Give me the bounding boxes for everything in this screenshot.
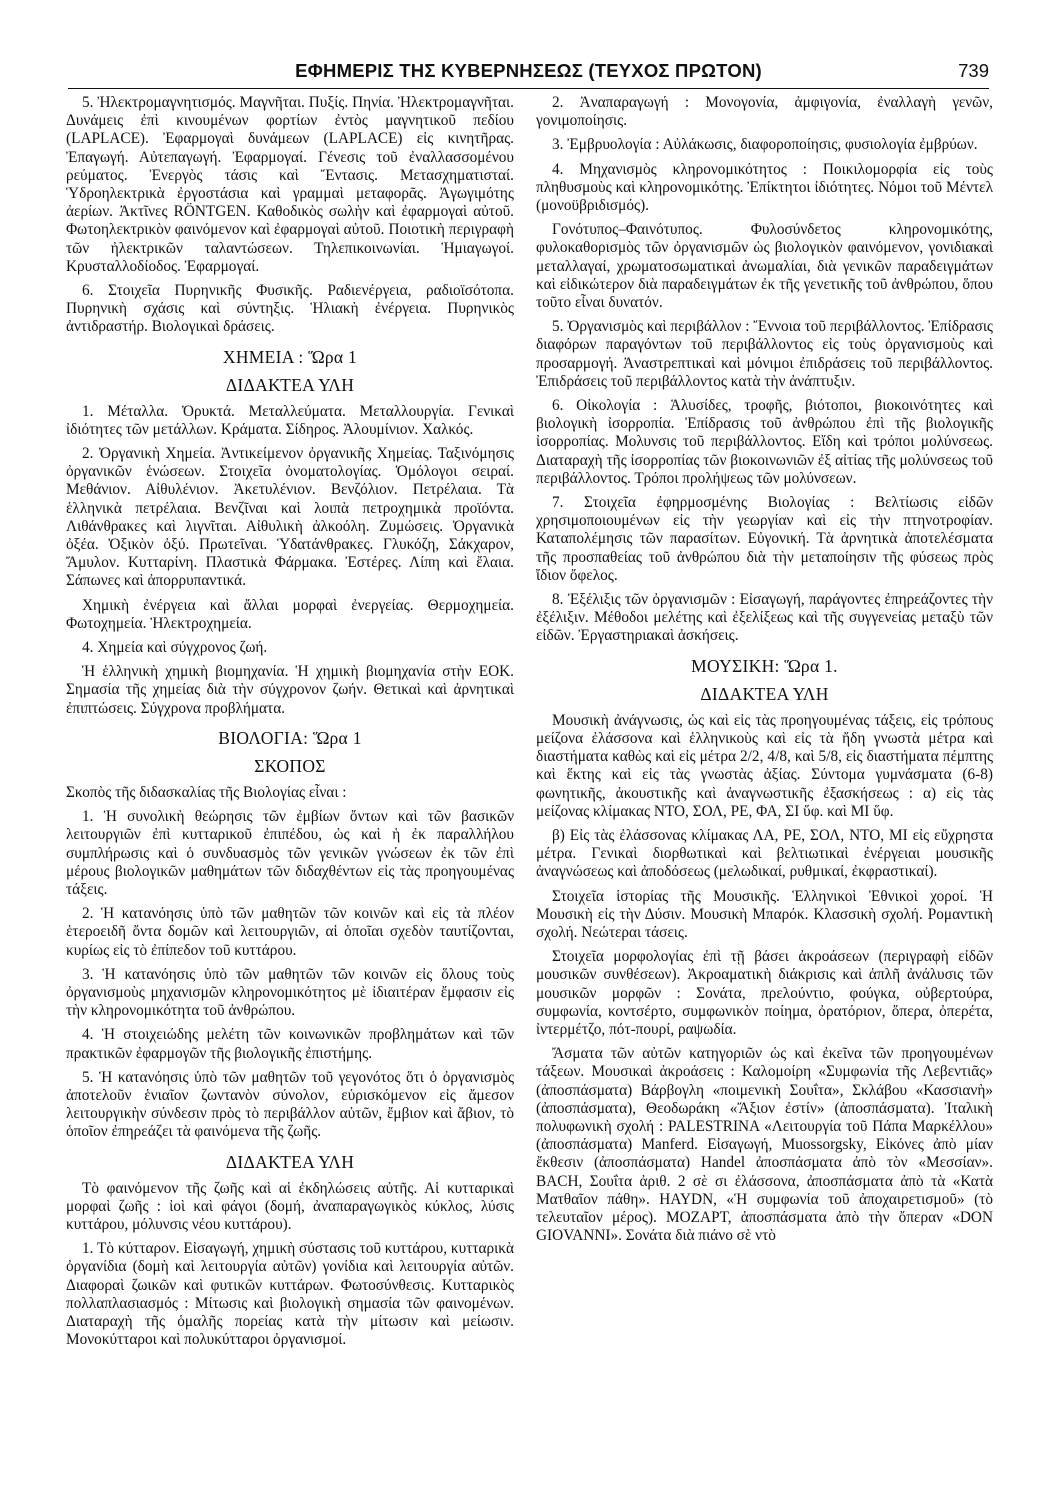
page-number: 739: [958, 60, 989, 81]
music-item-1: Μουσικὴ ἀνάγνωσις, ὡς καὶ εἰς τὰς προηγουμένας τάξεις, εἰς τρόπους μείζονα ἐλάσσονα καὶ ἑλληνικοὺς καὶ εἰς τὰ ἤδη γνωστὰ μέτρα καὶ διαστήματα καθὼς καὶ εἰς μέτρα 2/2, 4/8, καὶ 5/8, εἰς διαστήματα πέμπτης καὶ ἕκτης καὶ εἰς τὰς γνωστὰς ἀξίας. Σύντομα γυμνάσματα (6-8) φωνητικῆς, ἀκουστικῆς καὶ ἀναγνωστικῆς ἐξασκήσεως : α) εἰς τὰς μείζονας κλίμακας ΝΤΟ, ΣΟΛ, ΡΕ, ΦΑ, ΣΙ ὕφ. καὶ ΜΙ ὕφ.: [536, 711, 993, 820]
chemistry-syllabus-heading: ΔΙΔΑΚΤΕΑ ΥΛΗ: [225, 374, 355, 395]
chemistry-item-2: 2. Ὀργανικὴ Χημεία. Ἀντικείμενον ὀργανικῆς Χημείας. Ταξινόμησις ὀργανικῶν ἑνώσεων. Στοιχεῖα ὀνοματολογίας. Ὁμόλογοι σειραί. Μεθάνιον. Αἰθυλένιον. Ἀκετυλένιον. Βενζόλιον. Πετρέλαια. Τὰ ἑλληνικὰ πετρέλαια. Βενζῖναι καὶ λοιπὰ πετροχημικὰ προϊόντα. Λιθάνθρακες καὶ λιγνῖται. Αἰθυλικὴ ἀλκοόλη. Ζυμώσεις. Ὀργανικὰ ὀξέα. Ὀξικὸν ὀξύ. Πρωτεῖναι. Ὑδατάνθρακες. Γλυκόζη, Σάκχαρον, Ἄμυλον. Κυτταρίνη. Πλαστικὰ Φάρμακα. Ἐστέρες. Λίπη καὶ ἔλαια. Σάπωνες καὶ ἀπορρυπαντικά.: [66, 445, 514, 590]
biology-aim-4: 4. Ἡ στοιχειώδης μελέτη τῶν κοινωνικῶν προβλημάτων καὶ τῶν πρακτικῶν ἐφαρμογῶν τῆς βιολογικῆς ἐπιστήμης.: [66, 1026, 514, 1062]
right-column: [536, 94, 993, 1470]
music-syllabus-heading: ΔΙΔΑΚΤΕΑ ΥΛΗ: [700, 683, 829, 704]
biology-syllabus-item-5: 5. Ὀργανισμὸς καὶ περιβάλλον : Ἔννοια τοῦ περιβάλλοντος. Ἐπίδρασις διαφόρων παραγόντων τοῦ περιβάλλοντος εἰς τοὺς ὀργανισμοὺς καὶ προσαρμογή. Ἀναστρεπτικαὶ καὶ μόνιμοι ἐπιδράσεις τοῦ περιβάλλοντος. Ἐπιδράσεις τοῦ περιβάλλοντος κατὰ τὴν ἀνάπτυξιν.: [536, 318, 993, 390]
biology-syllabus-item-2: 2. Ἀναπαραγωγή : Μονογονία, ἀμφιγονία, ἐναλλαγὴ γενῶν, γονιμοποίησις.: [536, 94, 993, 130]
chemistry-item-3: Χημικὴ ἐνέργεια καὶ ἄλλαι μορφαὶ ἐνεργείας. Θερμοχημεία. Φωτοχημεία. Ἠλεκτροχημεία.: [66, 596, 514, 632]
biology-syllabus-intro: Τὸ φαινόμενον τῆς ζωῆς καὶ αἱ ἐκδηλώσεις αὐτῆς. Αἱ κυτταρικαὶ μορφαὶ ζωῆς : ἰοὶ καὶ φάγοι (δομή, ἀναπαραγωγικὸς κύκλος, λύσις κυττάρου, μόλυνσις νέου κυττάρου).: [66, 1179, 514, 1233]
biology-aim-3: 3. Ἡ κατανόησις ὑπὸ τῶν μαθητῶν τῶν κοινῶν εἰς ὅλους τοὺς ὀργανισμοὺς μηχανισμῶν κληρονομικότητος μὲ ἰδιαιτέραν ἔμφασιν εἰς τὴν κληρονομικότητα τοῦ ἀνθρώπου.: [66, 965, 514, 1020]
music-item-5: Ἄσματα τῶν αὐτῶν κατηγοριῶν ὡς καὶ ἐκεῖνα τῶν προηγουμένων τάξεων. Μουσικαὶ ἀκροάσεις : Καλομοίρη «Συμφωνία τῆς Λεβεντιᾶς» (ἀποσπάσματα) Βάρβογλη «ποιμενικὴ Σουΐτα», Σκλάβου «Κασσιανὴ» (ἀποσπάσματα), Θεοδωράκη «Ἄξιον ἐστίν» (ἀποσπάσματα). Ἰταλικὴ πολυφωνικὴ σχολή : PALESTRINA «Λειτουργία τοῦ Πάπα Μαρκέλλου» (ἀποσπάσματα) Manferd. Εἰσαγωγή, Muossorgsky, Εἰκόνες ἀπὸ μίαν ἔκθεσιν (ἀποσπάσματα) Handel ἀποσπάσματα ἀπὸ τὸν «Μεσσίαν». BACH, Σουΐτα ἀριθ. 2 σὲ σι ἐλάσσονα, ἀποσπάσματα ἀπὸ τὰ «Κατὰ Ματθαῖον πάθη». HAYDN, «Ἡ συμφωνία τοῦ ἀποχαιρετισμοῦ» (τὸ τελευταῖον μέρος). ΜΟΖΑΡΤ, ἀποσπάσματα ἀπὸ τὴν ὄπεραν «DON GIOVANNI». Σονάτα διὰ πιάνο σὲ ντὸ: [536, 1045, 993, 1245]
music-item-4: Στοιχεῖα μορφολογίας ἐπὶ τῇ βάσει ἀκροάσεων (περιγραφὴ εἰδῶν μουσικῶν συνθέσεων). Ἀκροαματικὴ διάκρισις καὶ ἁπλῆ ἀνάλυσις τῶν μουσικῶν μορφῶν : Σονάτα, πρελούντιο, φούγκα, οὐβερτούρα, συμφωνία, κοντσέρτο, συμφωνικὸν ποίημα, ὀρατόριον, ὄπερα, ὀπερέτα, ἰντερμέτζο, πότ-πουρί, ραψωδία.: [536, 948, 993, 1038]
physics-item-5: 5. Ἠλεκτρομαγνητισμός. Μαγνῆται. Πυξίς. Πηνία. Ἠλεκτρομαγνῆται. Δυνάμεις ἐπὶ κινουμένων φορτίων ἐντὸς μαγνητικοῦ πεδίου (LAPLACE). Ἐφαρμογαὶ δυνάμεων (LAPLACE) εἰς κινητῆρας. Ἐπαγωγή. Αὐτεπαγωγή. Ἐφαρμογαί. Γένεσις τοῦ ἐναλλασσομένου ρεύματος. Ἐνεργὸς τάσις καὶ Ἔντασις. Μετασχηματισταί. Ὑδροηλεκτρικὰ ἐργοστάσια καὶ γραμμαὶ μεταφορᾶς. Ἀγωγιμότης ἀερίων. Ἀκτῖνες RÖNTGEN. Καθοδικὸς σωλὴν καὶ ἐφαρμογαὶ αὐτοῦ. Φωτοηλεκτρικὸν φαινόμενον καὶ ἐφαρμογαὶ αὐτοῦ. Ποιοτικὴ περιγραφὴ τῶν ἠλεκτρικῶν ταλαντώσεων. Τηλεπικοινωνίαι. Ἡμιαγωγοί. Κρυσταλλοδίοδος. Ἐφαρμογαί.: [66, 94, 514, 275]
music-item-2: β) Εἰς τὰς ἐλάσσονας κλίμακας ΛΑ, ΡΕ, ΣΟΛ, ΝΤΟ, ΜΙ εἰς εὔχρηστα μέτρα. Γενικαὶ διορθωτικαὶ καὶ βελτιωτικαὶ ἐνέργειαι μουσικῆς ἀναγνώσεως καὶ ἀποδόσεως (μελωδικαί, ρυθμικαί, ἐκφραστικαί).: [536, 826, 993, 881]
running-head: [68, 58, 989, 89]
biology-syllabus-item-8: 8. Ἐξέλιξις τῶν ὀργανισμῶν : Εἰσαγωγή, παράγοντες ἐπηρεάζοντες τὴν ἐξέλιξιν. Μέθοδοι μελέτης καὶ ἐξελίξεως καὶ τῆς συγγενείας μεταξὺ τῶν εἰδῶν. Ἐργαστηριακαὶ ἀσκήσεις.: [536, 591, 993, 645]
physics-item-6: 6. Στοιχεῖα Πυρηνικῆς Φυσικῆς. Ραδιενέργεια, ραδιοϊσότοπα. Πυρηνικὴ σχάσις καὶ σύντηξις. Ἡλιακὴ ἐνέργεια. Πυρηνικὸς ἀντιδραστήρ. Βιολογικαὶ δράσεις.: [66, 282, 514, 336]
running-title: ΕΦΗΜΕΡΙΣ ΤΗΣ ΚΥΒΕΡΝΗΣΕΩΣ (ΤΕΥΧΟΣ ΠΡΩΤΟΝ): [295, 60, 762, 81]
biology-aim-1: 1. Ἡ συνολικὴ θεώρησις τῶν ἐμβίων ὄντων καὶ τῶν βασικῶν λειτουργιῶν ἐπὶ κυτταρικοῦ ἐπιπέδου, ὡς καὶ ἡ ἐκ παραλλήλου συμπλήρωσις καὶ ὁ συνδυασμὸς τῶν γενικῶν γνώσεων ἐκ τῶν ἐπὶ μέρους βιολογικῶν μαθημάτων τῶν διδαχθέντων εἰς τὰς προηγουμένας τάξεις.: [66, 808, 514, 898]
biology-aim-5: 5. Ἡ κατανόησις ὑπὸ τῶν μαθητῶν τοῦ γεγονότος ὅτι ὁ ὀργανισμὸς ἀποτελοῦν ἑνιαῖον ζωντανὸν σύνολον, εὑρισκόμενον εἰς ἄμεσον λειτουργικὴν σύνδεσιν πρὸς τὸ περιβάλλον αὐτῶν, ἔμβιον καὶ ἄβιον, τὸ ὁποῖον ἐπηρεάζει τὰ φαινόμενα τῆς ζωῆς.: [66, 1068, 514, 1141]
biology-aim-2: 2. Ἡ κατανόησις ὑπὸ τῶν μαθητῶν τῶν κοινῶν καὶ εἰς τὰ πλέον ἑτεροειδῆ ὄντα δομῶν καὶ λειτουργιῶν, αἱ ὁποῖαι σχεδὸν ταυτίζονται, κυρίως εἰς τὸ ἐπίπεδον τοῦ κυττάρου.: [66, 905, 514, 959]
biology-aim-intro: Σκοπὸς τῆς διδασκαλίας τῆς Βιολογίας εἶναι :: [66, 783, 347, 801]
biology-syllabus-item-6: 6. Οἰκολογία : Ἁλυσίδες, τροφῆς, βιότοποι, βιοκοινότητες καὶ βιολογικὴ ἰσορροπία. Ἐπίδρασις τοῦ ἀνθρώπου ἐπὶ τῆς βιολογικῆς ἰσορροπίας. Μολυνσις τοῦ περιβάλλοντος. Εἴδη καὶ τρόποι μολύνσεως. Διαταραχὴ τῆς ἰσορροπίας τῶν βιοκοινωνιῶν ἐξ αἰτίας τῆς μολύνσεως τοῦ περιβάλλοντος. Τρόποι προλήψεως τῶν μολύνσεων.: [536, 397, 993, 487]
biology-syllabus-item-1: 1. Τὸ κύτταρον. Εἰσαγωγή, χημικὴ σύστασις τοῦ κυττάρου, κυτταρικὰ ὀργανίδια (δομὴ καὶ λειτουργία αὐτῶν) γονίδια καὶ λειτουργία αὐτῶν. Διαφοραὶ ζωικῶν καὶ φυτικῶν κυττάρων. Φωτοσύνθεσις. Κυτταρικὸς πολλαπλασιασμός : Μίτωσις καὶ βιολογικὴ σημασία τῶν φαινομένων. Διαταραχὴ τῆς ὁμαλῆς πορείας κατὰ τὴν μίτωσιν καὶ μείωσιν. Μονοκύτταροι καὶ πολυκύτταροι ὀργανισμοί.: [66, 1240, 514, 1349]
biology-syllabus-item-4b: Γονότυπος–Φαινότυπος. Φυλοσύνδετος κληρονομικότης, φυλοκαθορισμὸς τῶν ὀργανισμῶν ὡς βιολογικὸν φαινόμενον, γονιδιακαὶ μεταλλαγαί, χρωματοσωματικαὶ ἀνωμαλίαι, διὰ γενικῶν παραδειγμάτων καὶ εἰδικώτερον διὰ παραδειγμάτων ἐκ τῆς γενετικῆς τοῦ ἀνθρώπου, ὅπου τοῦτο εἶναι δυνατόν.: [536, 221, 993, 312]
biology-syllabus-item-7: 7. Στοιχεῖα ἐφηρμοσμένης Βιολογίας : Βελτίωσις εἰδῶν χρησιμοποιουμένων εἰς τὴν γεωργίαν καὶ εἰς τὴν πτηνοτροφίαν. Καταπολέμησις τῶν παρασίτων. Εὐγονική. Τὰ ἀρνητικὰ ἀποτελέσματα τῆς προσπαθείας τοῦ ἀνθρώπου διὰ τὴν μεταποίησιν τῆς φύσεως πρὸς ἴδιον ὄφελος.: [536, 494, 993, 584]
chemistry-item-5: Ἡ ἑλληνικὴ χημικὴ βιομηχανία. Ἡ χημικὴ βιομηχανία στὴν ΕΟΚ. Σημασία τῆς χημείας διὰ τὴν σύγχρονον ζωήν. Θετικαὶ καὶ ἀρνητικαὶ ἐπιπτώσεις. Σύγχρονα προβλήματα.: [66, 663, 514, 717]
biology-heading: ΒΙΟΛΟΓΙΑ: Ὥρα 1: [218, 727, 362, 748]
biology-syllabus-item-4: 4. Μηχανισμὸς κληρονομικότητος : Ποικιλομορφία εἰς τοὺς πληθυσμοὺς καὶ κληρονομικότης. Ἐπίκτητοι ἰδιότητες. Νόμοι τοῦ Μέντελ (μονοϋβριδισμός).: [536, 160, 993, 215]
music-item-3: Στοιχεῖα ἱστορίας τῆς Μουσικῆς. Ἑλληνικοὶ Ἐθνικοὶ χοροί. Ἡ Μουσικὴ εἰς τὴν Δύσιν. Μουσικὴ Μπαρόκ. Κλασσικὴ σχολή. Ρομαντικὴ σχολή. Νεώτεραι τάσεις.: [536, 887, 993, 941]
chemistry-heading: ΧΗΜΕΙΑ : Ὥρα 1: [222, 346, 358, 367]
biology-aim-heading: ΣΚΟΠΟΣ: [254, 755, 326, 776]
biology-syllabus-item-3: 3. Ἐμβρυολογία : Αὐλάκωσις, διαφοροποίησις, φυσιολογία ἐμβρύων.: [552, 136, 978, 154]
chemistry-item-4: 4. Χημεία καὶ σύγχρονος ζωή.: [82, 639, 268, 657]
left-column: [66, 94, 514, 1470]
biology-syllabus-heading: ΔΙΔΑΚΤΕΑ ΥΛΗ: [225, 1151, 355, 1172]
music-heading: ΜΟΥΣΙΚΗ: Ὥρα 1.: [691, 655, 838, 676]
chemistry-item-1: 1. Μέταλλα. Ὀρυκτά. Μεταλλεύματα. Μεταλλουργία. Γενικαὶ ἰδιότητες τῶν μετάλλων. Κράματα. Σίδηρος. Ἀλουμίνιον. Χαλκός.: [66, 402, 514, 438]
